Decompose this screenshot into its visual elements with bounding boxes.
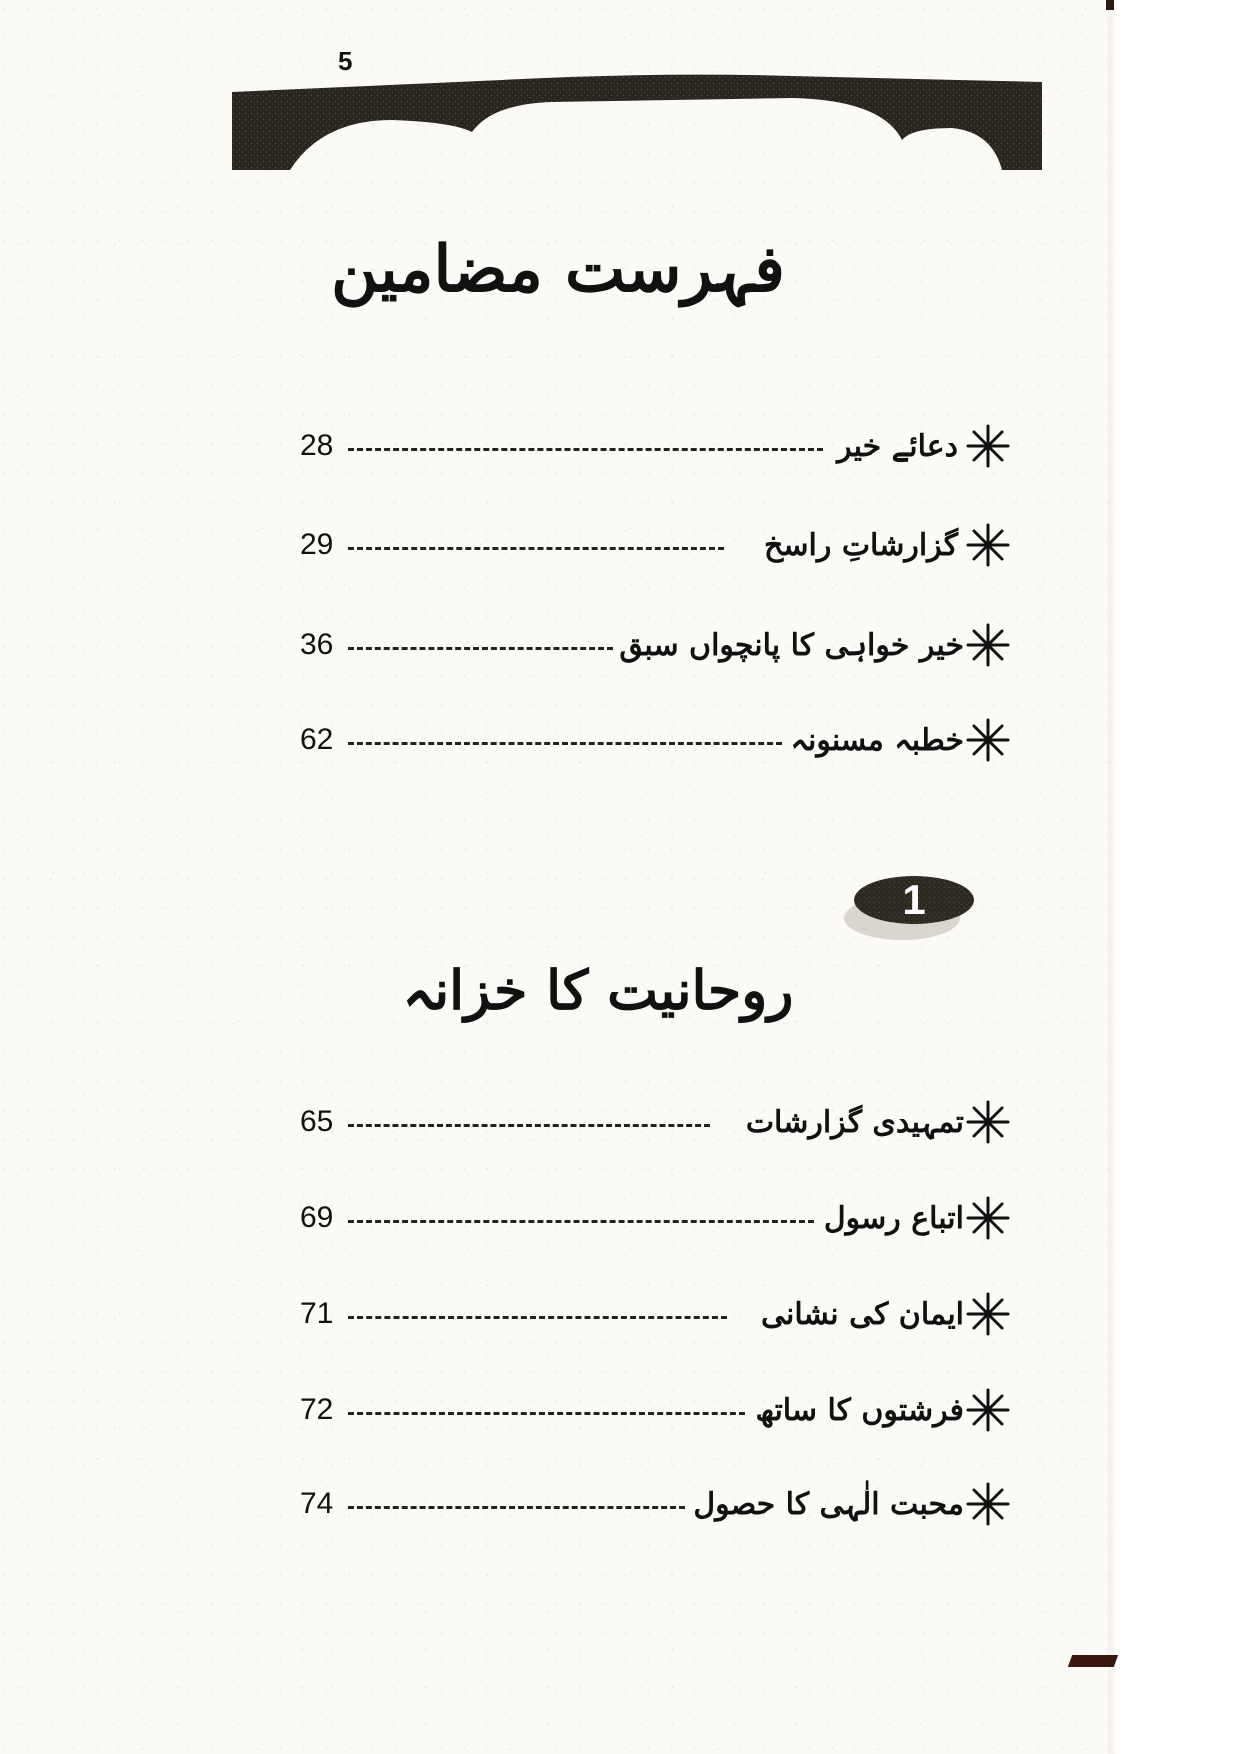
- entry-page-number: 74: [300, 1487, 334, 1520]
- star-bullet-icon: [966, 1196, 1010, 1240]
- star-bullet-icon: [966, 1292, 1010, 1336]
- chapter-title: روحانیت کا خزانہ: [402, 958, 794, 1022]
- toc-entry[interactable]: [300, 712, 1010, 768]
- toc-entry[interactable]: [300, 1190, 1010, 1246]
- entry-title: خیر خواہی کا پانچواں سبق: [619, 627, 964, 663]
- toc-entry[interactable]: [300, 1476, 1010, 1532]
- toc-entry[interactable]: [300, 418, 1010, 474]
- cover-corner-top: [1106, 0, 1114, 10]
- page-title: فہرست مضامین: [331, 232, 785, 307]
- star-bullet-icon: [966, 1482, 1010, 1526]
- entry-title: تمہیدی گزارشات: [745, 1104, 964, 1140]
- entry-page-number: 69: [300, 1201, 334, 1234]
- entry-page-number: 28: [300, 429, 334, 462]
- dotted-leader: [348, 1506, 685, 1509]
- entry-title: فرشتوں کا ساتھ: [755, 1392, 964, 1428]
- toc-entry[interactable]: [300, 1382, 1010, 1438]
- page-number: 5: [338, 46, 353, 76]
- dotted-leader: [348, 1124, 710, 1127]
- star-bullet-icon: [966, 1100, 1010, 1144]
- toc-entry[interactable]: [300, 517, 1010, 573]
- dotted-leader: [348, 742, 782, 745]
- dotted-leader: [348, 1220, 814, 1223]
- entry-title: محبت الٰہی کا حصول: [693, 1486, 964, 1522]
- entry-title: دعائے خیر: [837, 428, 958, 464]
- star-bullet-icon: [966, 424, 1010, 468]
- entry-page-number: 71: [300, 1297, 334, 1330]
- toc-entry[interactable]: [300, 617, 1010, 673]
- entry-page-number: 29: [300, 528, 334, 561]
- dotted-leader: [348, 1412, 745, 1415]
- star-bullet-icon: [966, 718, 1010, 762]
- toc-entry[interactable]: [300, 1094, 1010, 1150]
- dotted-leader: [348, 448, 823, 451]
- entry-title: گزارشاتِ راسخ: [764, 527, 958, 563]
- entry-title: خطبہ مسنونہ: [790, 722, 964, 758]
- star-bullet-icon: [966, 1388, 1010, 1432]
- star-bullet-icon: [966, 623, 1010, 667]
- entry-page-number: 62: [300, 723, 334, 756]
- cover-corner-bottom: [1068, 1655, 1118, 1667]
- entry-page-number: 72: [300, 1393, 334, 1426]
- dotted-leader: [348, 647, 613, 650]
- toc-entry[interactable]: [300, 1286, 1010, 1342]
- entry-page-number: 65: [300, 1105, 334, 1138]
- entry-page-number: 36: [300, 628, 334, 661]
- star-bullet-icon: [966, 523, 1010, 567]
- chapter-number: 1: [902, 876, 926, 923]
- arched-banner-ornament-icon: [232, 58, 1042, 170]
- entry-title: اتباع رسول: [823, 1200, 964, 1236]
- entry-title: ایمان کی نشانی: [761, 1296, 964, 1332]
- dotted-leader: [348, 547, 724, 550]
- dotted-leader: [348, 1316, 727, 1319]
